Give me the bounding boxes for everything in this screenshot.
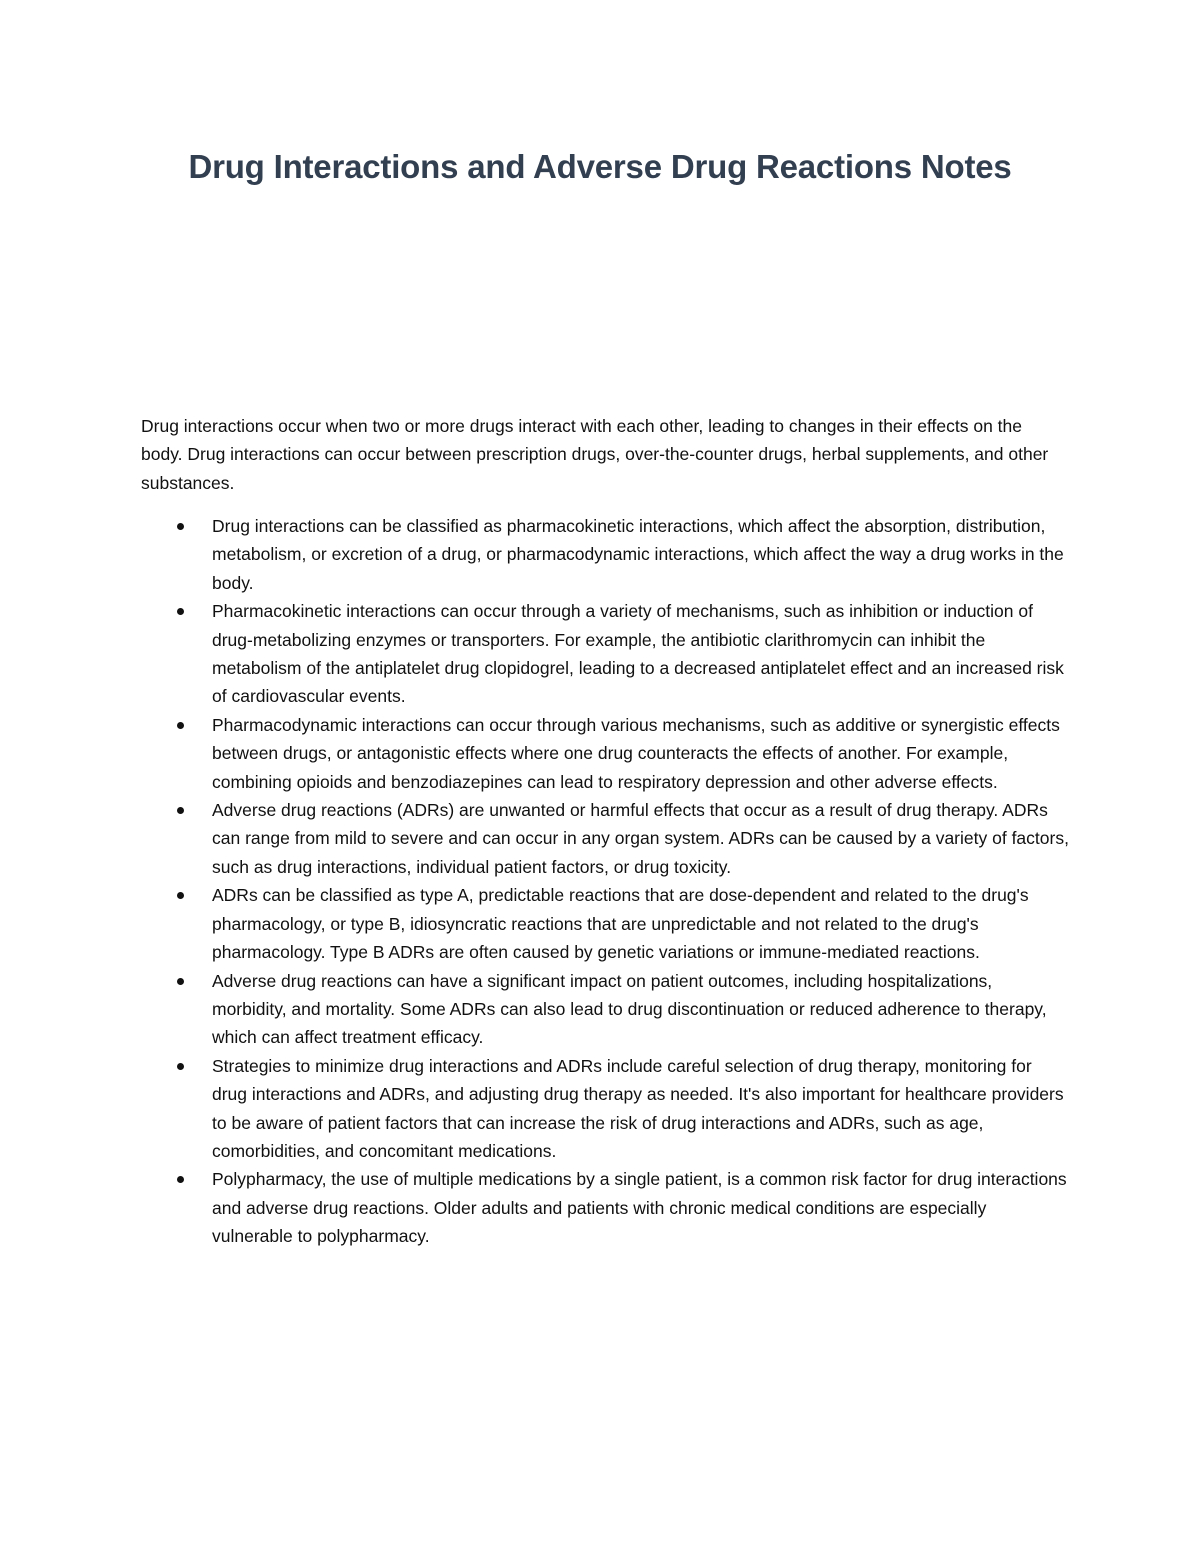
list-item-text: Polypharmacy, the use of multiple medications by a single patient, is a common risk factor for drug interactions and adverse drug reactions. Older adults and patients with chronic medical conditions are especially vulnerable to polypharmacy. [212, 1169, 1067, 1247]
bullet-icon [177, 608, 184, 615]
list-item-text: Pharmacodynamic interactions can occur through various mechanisms, such as additive or synergistic effects between drugs, or antagonistic effects where one drug counteracts the effects of another. For example, combining opioids and benzodiazepines can lead to respiratory depression and other adverse effects. [212, 714, 1060, 792]
bullet-icon [177, 978, 184, 985]
list-item [141, 881, 1071, 966]
list-item-text: Pharmacokinetic interactions can occur through a variety of mechanisms, such as inhibition or induction of drug-metabolizing enzymes or transporters. For example, the antibiotic clarithromycin can inhibit the metabolism of the antiplatelet drug clopidogrel, leading to a decreased antiplatelet effect and an increased risk of cardiovascular events. [212, 601, 1064, 707]
list-item [141, 711, 1071, 796]
bullet-icon [177, 1176, 184, 1183]
bullet-list [141, 512, 1071, 1251]
bullet-icon [177, 523, 184, 530]
list-item [141, 1165, 1071, 1250]
intro-paragraph: Drug interactions occur when two or more drugs interact with each other, leading to changes in their effects on the body. Drug interactions can occur between prescription drugs, over-the-counter drugs, herbal supplements, and other substances. [141, 416, 1049, 493]
bullet-icon [177, 1063, 184, 1070]
list-item [141, 597, 1071, 711]
bullet-icon [177, 892, 184, 899]
bullet-icon [177, 807, 184, 814]
list-item-text: Drug interactions can be classified as pharmacokinetic interactions, which affect the absorption, distribution, metabolism, or excretion of a drug, or pharmacodynamic interactions, which affect the way a drug works in the body. [212, 516, 1064, 593]
list-item [141, 967, 1071, 1052]
list-item-text: Adverse drug reactions can have a significant impact on patient outcomes, including hospitalizations, morbidity, and mortality. Some ADRs can also lead to drug discontinuation or reduced adherence to therapy, which can affect treatment efficacy. [212, 970, 1047, 1048]
list-item [141, 512, 1071, 597]
page-title: Drug Interactions and Adverse Drug Reactions Notes [188, 148, 1012, 185]
list-item-text: Adverse drug reactions (ADRs) are unwanted or harmful effects that occur as a result of drug therapy. ADRs can range from mild to severe and can occur in any organ system. ADRs can be caused by a variety of factors, such as drug interactions, individual patient factors, or drug toxicity. [212, 800, 1069, 877]
bullet-icon [177, 722, 184, 729]
list-item-text: ADRs can be classified as type A, predictable reactions that are dose-dependent and related to the drug's pharmacology, or type B, idiosyncratic reactions that are unpredictable and not related to the drug's pharmacology. Type B ADRs are often caused by genetic variations or immune-mediated reactions. [212, 885, 1029, 963]
list-item [141, 796, 1071, 881]
list-item [141, 1052, 1071, 1166]
list-item-text: Strategies to minimize drug interactions and ADRs include careful selection of drug therapy, monitoring for drug interactions and ADRs, and adjusting drug therapy as needed. It's also important for healthcare providers to be aware of patient factors that can increase the risk of drug interactions and ADRs, such as age, comorbidities, and concomitant medications. [212, 1055, 1064, 1161]
